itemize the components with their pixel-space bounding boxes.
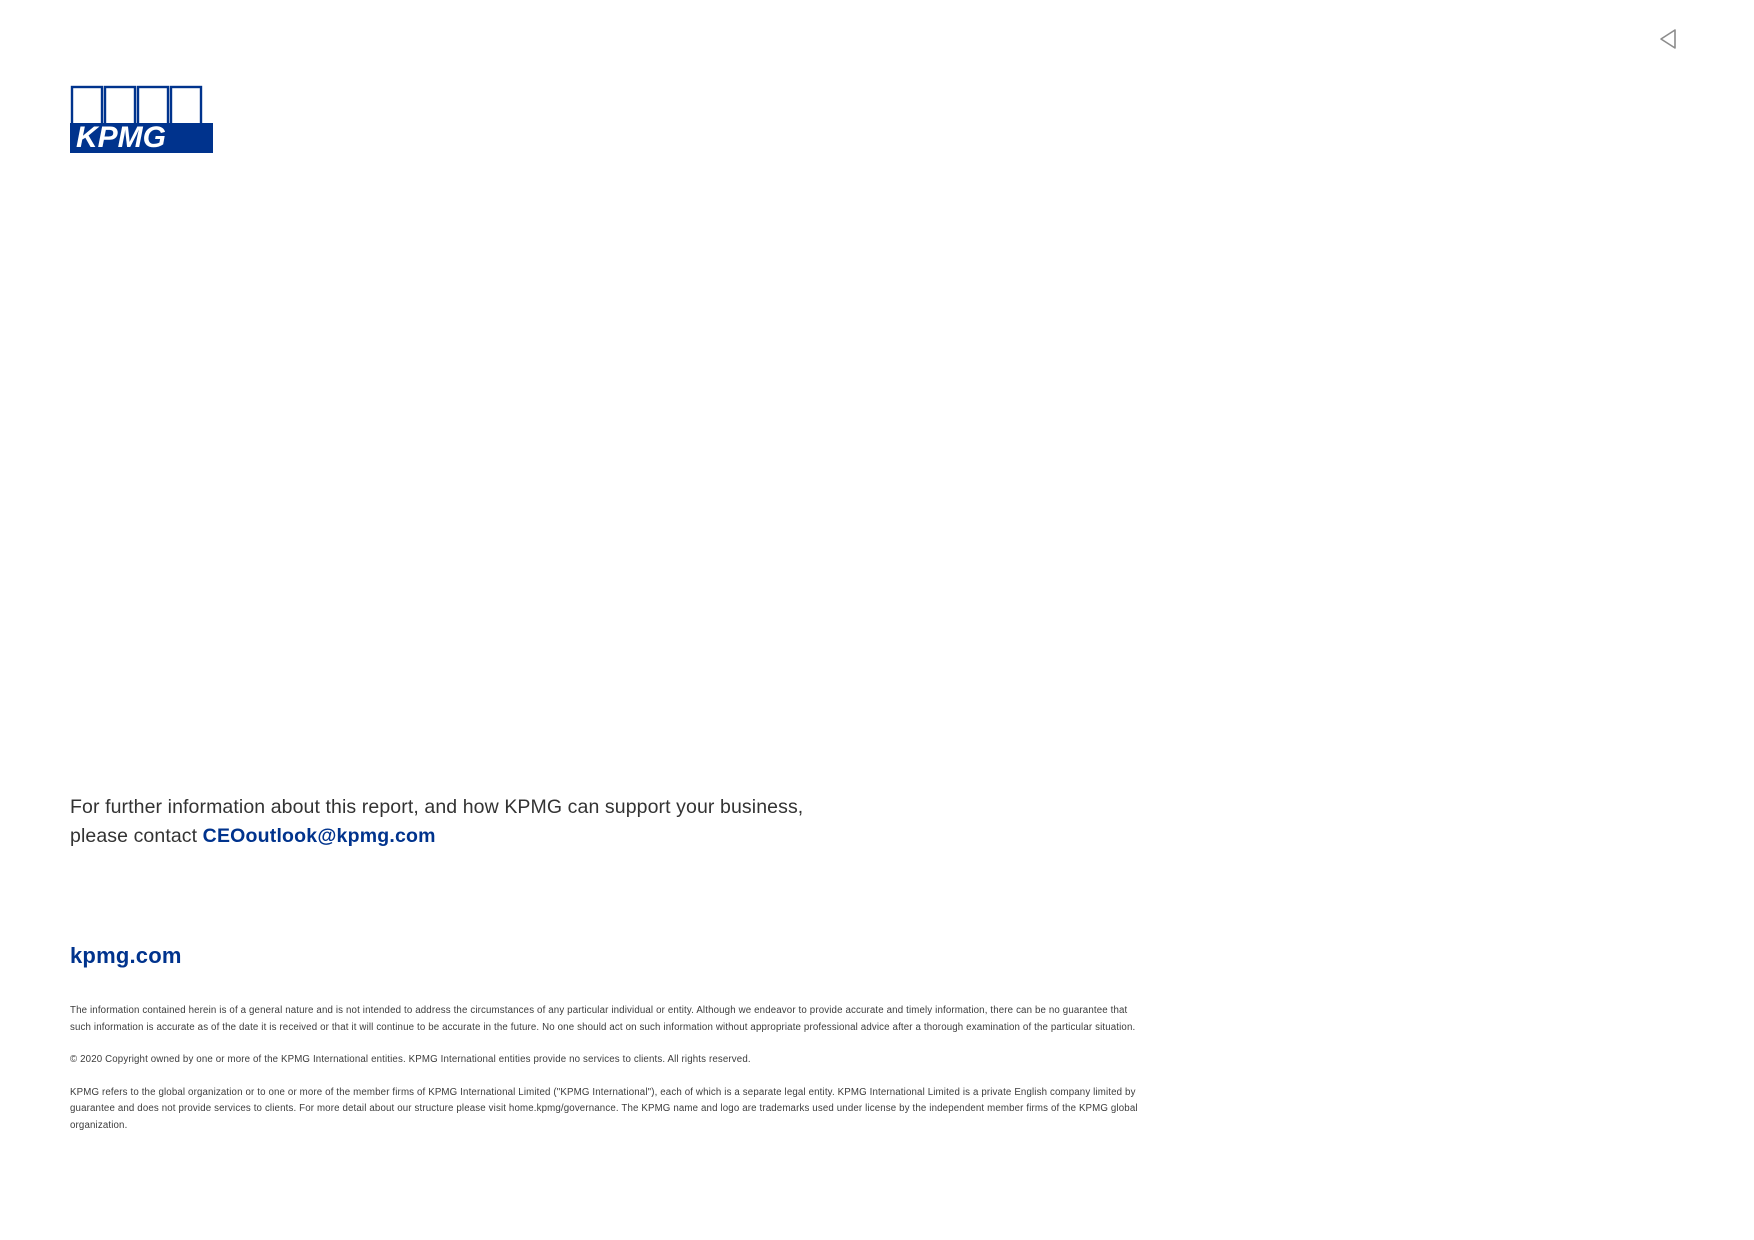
legal-disclaimer: The information contained herein is of a general nature and is not intended to address the circumstances of any particular individual or entity. Although we endeavor to provide accurate and timely information, there can be no guarantee that such information is accurate as of the date it is received or that it will continue to be accurate in the future. No one should act on such information without appropriate professional advice after a thorough examination of the particular situation. (70, 1005, 1136, 1033)
svg-text:KPMG: KPMG (76, 121, 166, 154)
contact-line-1: For further information about this report, and how KPMG can support your business, (70, 796, 804, 818)
kpmg-com-link[interactable]: kpmg.com (70, 943, 182, 968)
kpmg-logo (70, 85, 230, 157)
legal-copyright: © 2020 Copyright owned by one or more of the KPMG International entities. KPMG International entities provide no services to clients. All rights reserved. (70, 1054, 751, 1065)
contact-block (70, 793, 1070, 851)
contact-email-link[interactable]: CEOoutlook@kpmg.com (202, 825, 436, 847)
legal-block (70, 1003, 1145, 1134)
contact-line-2 (70, 822, 1070, 851)
triangle-left-icon (1657, 26, 1683, 52)
legal-structure: KPMG refers to the global organization or to one or more of the member firms of KPMG International Limited ("KPMG International"), each of which is a separate legal entity. KPMG International Limited is a private English company limited by guarantee and does not provide services to clients. For more detail about our structure please visit home.kpmg/governance. The KPMG name and logo are trademarks used under license by the independent member firms of the KPMG global organization. (70, 1086, 1138, 1131)
contact-line-2-prefix: please contact (70, 825, 203, 847)
previous-page-button[interactable] (1653, 22, 1687, 56)
